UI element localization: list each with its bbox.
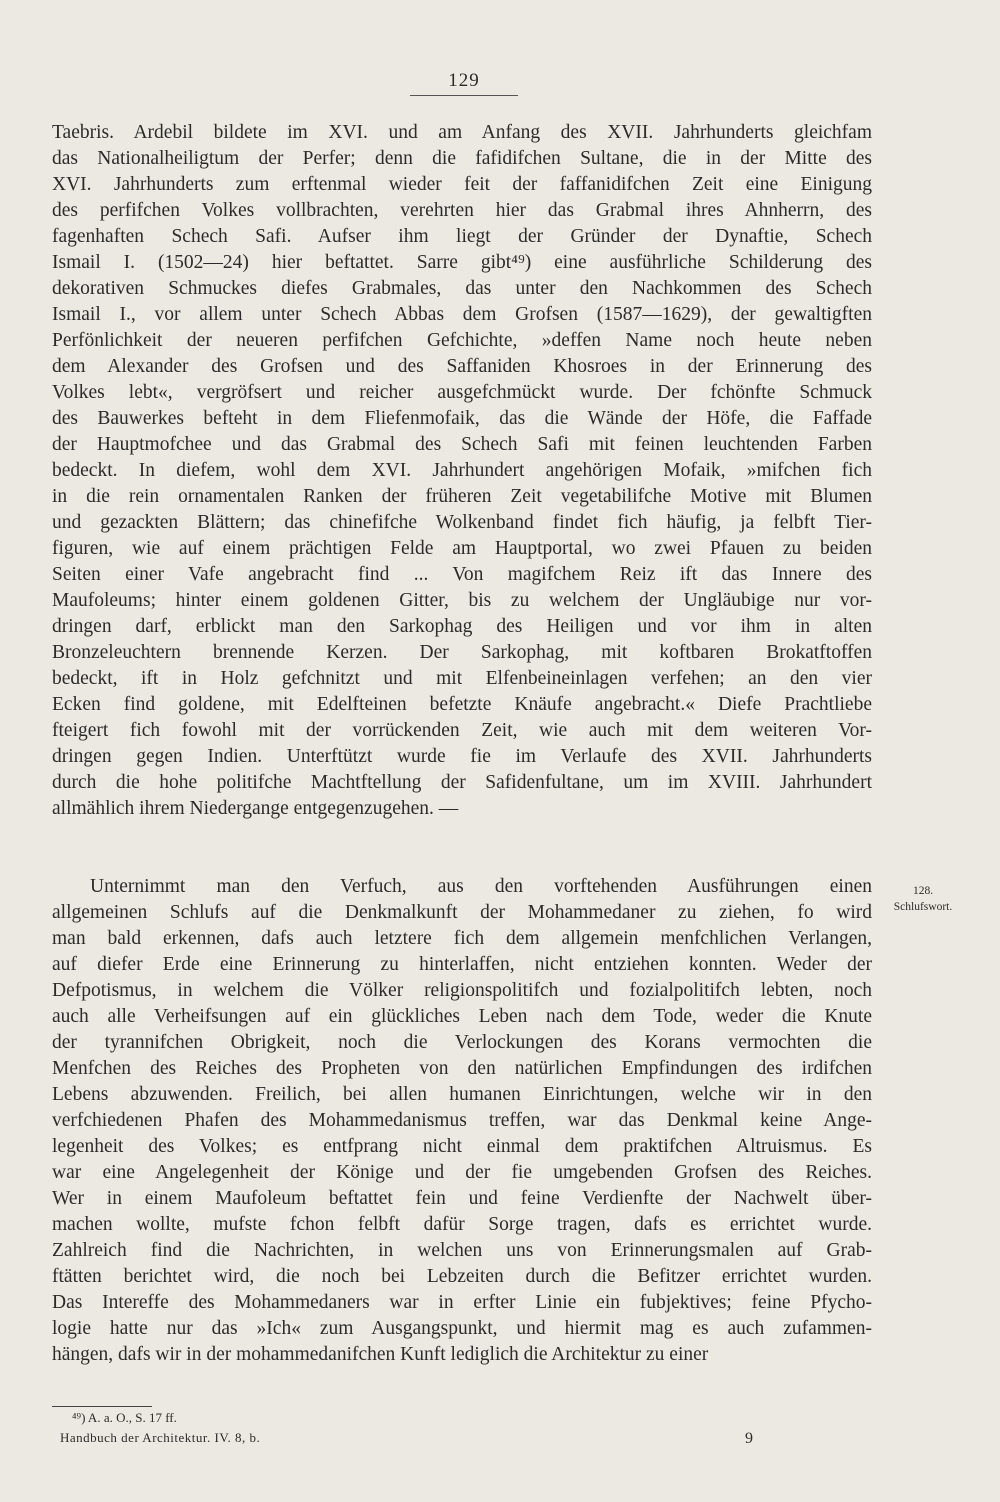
margin-note-number: 128. (912, 885, 934, 897)
text-line: durch die hohe politifche Machtftellung der Safidenfultane, um im XVIII. Jahrhundert (52, 772, 872, 793)
text-line: fteigert fich fowohl mit der vorrückenden Zeit, wie auch mit dem weiteren Vor- (52, 720, 872, 741)
sheet-signature: 9 (745, 1430, 753, 1447)
text-line: verfchiedenen Phafen des Mohammedanismus treffen, war das Denkmal keine Ange- (52, 1110, 872, 1131)
text-line: der tyrannifchen Obrigkeit, noch die Verlockungen des Korans vermochten die (52, 1032, 872, 1053)
text-line: allmählich ihrem Niedergange entgegenzugehen. — (52, 798, 459, 819)
text-line: allgemeinen Schlufs auf die Denkmalkunft der Mohammedaner zu ziehen, fo wird (52, 902, 872, 923)
text-line: und gezackten Blättern; das chinefifche Wolkenband findet fich häufig, ja felbft Tier- (52, 512, 872, 533)
footnote: ⁴⁹) A. a. O., S. 17 ff. (72, 1410, 177, 1425)
text-line: figuren, wie auf einem prächtigen Felde am Hauptportal, wo zwei Pfauen zu beiden (52, 538, 872, 559)
text-line: dringen gegen Indien. Unterftützt wurde fie im Verlaufe des XVII. Jahrhunderts (52, 746, 872, 767)
text-line: bedeckt, ift in Holz gefchnitzt und mit Elfenbeineinlagen verfehen; an den vier (52, 668, 872, 689)
text-line: Volkes lebt«, vergröfsert und reicher ausgefchmückt wurde. Der fchönfte Schmuck (52, 382, 872, 403)
text-line: auch alle Verheifsungen auf ein glückliches Leben nach dem Tode, weder die Knute (52, 1006, 872, 1027)
text-line: in die rein ornamentalen Ranken der früheren Zeit vegetabilifche Motive mit Blumen (52, 486, 872, 507)
text-line: machen wollte, mufste fchon felbft dafür Sorge tragen, dafs es errichtet wurde. (52, 1214, 872, 1235)
text-line: auf diefer Erde eine Erinnerung zu hinterlaffen, nicht entziehen konnten. Weder der (52, 954, 872, 975)
paragraph-ardebil (52, 120, 872, 822)
text-line: des perfifchen Volkes vollbrachten, verehrten hier das Grabmal ihres Ahnherrn, des (52, 200, 872, 221)
text-line: Menfchen des Reiches des Propheten von den natürlichen Empfindungen des irdifchen (52, 1058, 872, 1079)
text-line: bedeckt. In diefem, wohl dem XVI. Jahrhundert angehörigen Mofaik, »mifchen fich (52, 460, 872, 481)
margin-note (878, 883, 968, 915)
text-line: XVI. Jahrhunderts zum erftenmal wieder feit der faffanidifchen Zeit eine Einigung (52, 174, 872, 195)
text-line: ftätten berichtet wird, die noch bei Lebzeiten durch die Befitzer errichtet wurden. (52, 1266, 872, 1287)
text-line: Unternimmt man den Verfuch, aus den vorftehenden Ausführungen einen (90, 876, 872, 897)
text-line: Wer in einem Maufoleum beftattet fein und feine Verdienfte der Nachwelt über- (52, 1188, 872, 1209)
text-line: legenheit des Volkes; es entfprang nicht einmal dem praktifchen Altruismus. Es (52, 1136, 872, 1157)
paragraph-schlusswort (52, 874, 872, 1368)
text-line: Defpotismus, in welchem die Völker religionspolitifch und fozialpolitifch lebten, noch (52, 980, 872, 1001)
text-line: Perfönlichkeit der neueren perfifchen Gefchichte, »deffen Name noch heute neben (52, 330, 872, 351)
page-number: 129 (410, 70, 518, 96)
text-line: dringen darf, erblickt man den Sarkophag des Heiligen und vor ihm in alten (52, 616, 872, 637)
text-line: Das Intereffe des Mohammedaners war in erfter Linie ein fubjektives; feine Pfycho- (52, 1292, 872, 1313)
text-line: dekorativen Schmuckes diefes Grabmales, das unter den Nachkommen des Schech (52, 278, 872, 299)
text-line: fagenhaften Schech Safi. Aufser ihm liegt der Gründer der Dynaftie, Schech (52, 226, 872, 247)
text-line: der Hauptmofchee und das Grabmal des Schech Safi mit feinen leuchtenden Farben (52, 434, 872, 455)
text-line: logie hatte nur das »Ich« zum Ausgangspunkt, und hiermit mag es auch zufammen- (52, 1318, 872, 1339)
text-line: war eine Angelegenheit der Könige und der fie umgebenden Grofsen des Reiches. (52, 1162, 872, 1183)
text-line: Ismail I., vor allem unter Schech Abbas dem Grofsen (1587—1629), der gewaltigften (52, 304, 872, 325)
text-line: hängen, dafs wir in der mohammedanifchen Kunft lediglich die Architektur zu einer (52, 1344, 709, 1365)
text-line: dem Alexander des Grofsen und des Saffaniden Khosroes in der Erinnerung des (52, 356, 872, 377)
text-line: Ecken find goldene, mit Edelfteinen befetzte Knäufe angebracht.« Diefe Prachtliebe (52, 694, 872, 715)
text-line: das Nationalheiligtum der Perfer; denn die fafidifchen Sultane, die in der Mitte des (52, 148, 872, 169)
text-line: Lebens abzuwenden. Freilich, bei allen humanen Einrichtungen, welche wir in den (52, 1084, 872, 1105)
text-line: Maufoleums; hinter einem goldenen Gitter, bis zu welchem der Ungläubige nur vor- (52, 590, 872, 611)
text-line: Taebris. Ardebil bildete im XVI. und am Anfang des XVII. Jahrhunderts gleichfam (52, 122, 872, 143)
text-line: Zahlreich find die Nachrichten, in welchen uns von Erinnerungsmalen auf Grab- (52, 1240, 872, 1261)
text-line: Bronzeleuchtern brennende Kerzen. Der Sarkophag, mit koftbaren Brokatftoffen (52, 642, 872, 663)
margin-note-label: Schlufswort. (893, 901, 953, 913)
imprint-line: Handbuch der Architektur. IV. 8, b. (60, 1430, 261, 1445)
text-line: des Bauwerkes befteht in dem Fliefenmofaik, das die Wände der Höfe, die Faffade (52, 408, 872, 429)
footnote-rule (52, 1406, 152, 1407)
text-line: man bald erkennen, dafs auch letztere fich dem allgemein menfchlichen Verlangen, (52, 928, 872, 949)
text-line: Ismail I. (1502—24) hier beftattet. Sarre gibt⁴⁹) eine ausführliche Schilderung des (52, 252, 872, 273)
text-line: Seiten einer Vafe angebracht find ... Von magifchem Reiz ift das Innere des (52, 564, 872, 585)
